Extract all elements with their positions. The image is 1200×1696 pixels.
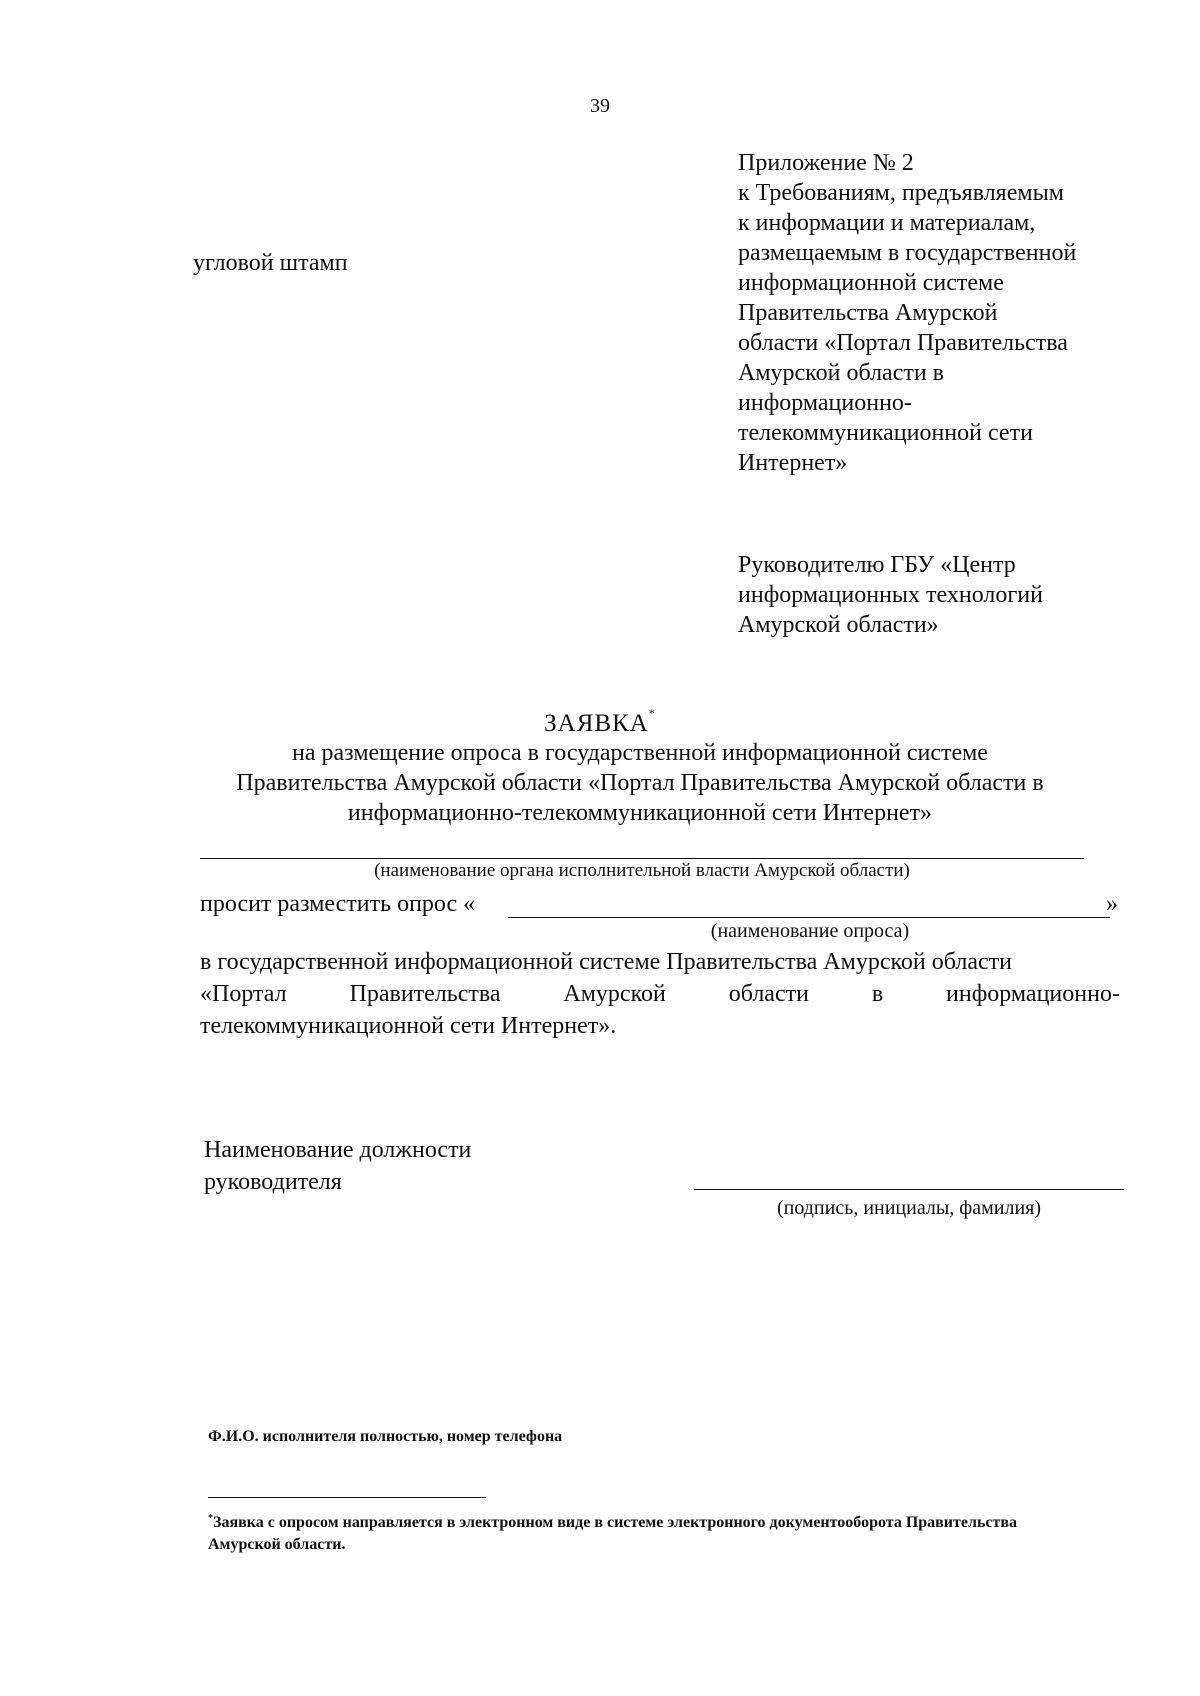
survey-name-line[interactable]: [508, 917, 1110, 918]
subtitle-line: Правительства Амурской области «Портал Правительства Амурской области в: [236, 770, 1044, 796]
body-line-1: в государственной информационной системе Правительства Амурской области: [200, 949, 1012, 975]
footnote-mark: *: [208, 1513, 213, 1524]
document-subtitle: [150, 738, 1130, 828]
footnote-text-1: Заявка с опросом направляется в электронном виде в системе электронного документооборота Правительства: [213, 1514, 1018, 1531]
body-line-3: телекоммуникационной сети Интернет».: [200, 1013, 617, 1039]
body-word: информационно-: [946, 981, 1120, 1007]
appendix-line: Приложение № 2: [738, 150, 914, 176]
body-word: Правительства: [349, 981, 501, 1007]
appendix-line: к информации и материалам,: [738, 210, 1036, 236]
position-label: [204, 1134, 471, 1198]
body-word: в: [871, 981, 884, 1007]
authority-name-line[interactable]: [200, 858, 1084, 859]
appendix-block: [738, 148, 1178, 478]
addressee-block: [738, 550, 1178, 640]
footnote-line-1: [208, 1508, 1158, 1534]
footnote-line-2: Амурской области.: [208, 1536, 346, 1553]
page-number: 39: [590, 95, 610, 117]
footnote-separator: [208, 1497, 486, 1498]
subtitle-line: информационно-телекоммуникационной сети Интернет»: [347, 800, 933, 826]
appendix-line: телекоммуникационной сети: [738, 420, 1033, 446]
survey-caption: (наименование опроса): [710, 920, 910, 942]
footnote: [208, 1508, 1158, 1556]
title-text: ЗАЯВКА: [544, 710, 649, 737]
addressee-line: Руководителю ГБУ «Центр: [738, 552, 1016, 578]
body-word: «Портал: [200, 981, 287, 1007]
body-word: области: [728, 981, 809, 1007]
body-line-2: [200, 978, 1120, 1010]
body-word: Амурской: [563, 981, 666, 1007]
position-label-line: Наименование должности: [204, 1137, 472, 1163]
appendix-line: Амурской области в: [738, 360, 945, 386]
addressee-line: информационных технологий: [738, 582, 1043, 608]
title-footnote-mark: *: [648, 706, 656, 720]
signature-line[interactable]: [694, 1189, 1124, 1190]
appendix-line: информационной системе: [738, 270, 1004, 296]
appendix-line: Правительства Амурской: [738, 300, 998, 326]
executor-label: Ф.И.О. исполнителя полностью, номер телефона: [208, 1428, 563, 1445]
body-paragraph: [200, 946, 1120, 1042]
appendix-line: размещаемым в государственной: [738, 240, 1077, 266]
document-title: [0, 706, 1200, 738]
appendix-line: к Требованиям, предъявляемым: [738, 180, 1064, 206]
position-label-line: руководителя: [204, 1169, 342, 1195]
appendix-line: информационно-: [738, 390, 912, 416]
request-prefix: просит разместить опрос «: [200, 891, 476, 917]
signature-caption: (подпись, инициалы, фамилия): [776, 1197, 1042, 1219]
addressee-line: Амурской области»: [738, 612, 939, 638]
appendix-line: Интернет»: [738, 450, 848, 476]
request-suffix: »: [1106, 891, 1118, 917]
appendix-line: области «Портал Правительства: [738, 330, 1068, 356]
corner-stamp-label: угловой штамп: [193, 250, 348, 276]
authority-caption: (наименование органа исполнительной власти Амурской области): [374, 860, 910, 881]
subtitle-line: на размещение опроса в государственной информационной системе: [292, 740, 988, 766]
